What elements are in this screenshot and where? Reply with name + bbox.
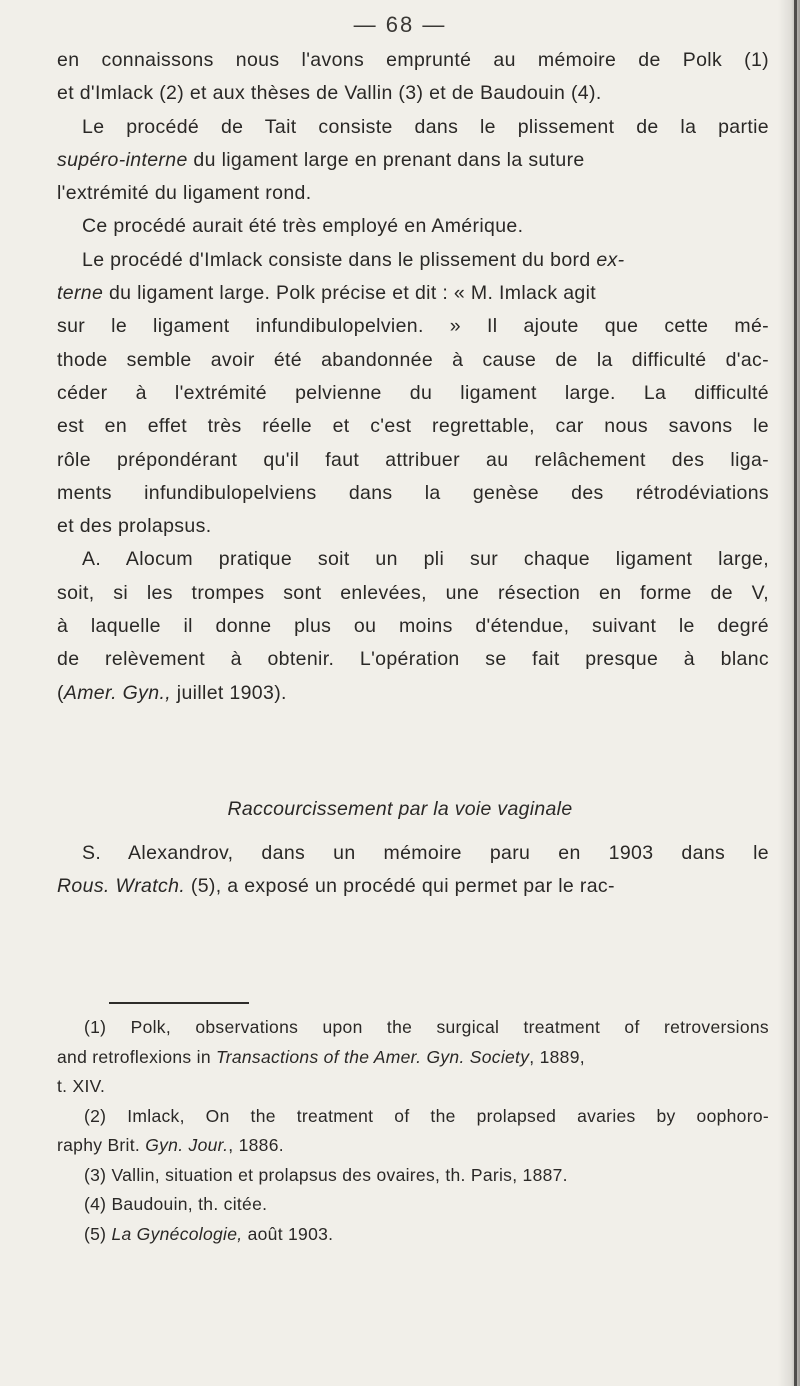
text-line — [57, 870, 769, 903]
text-fragment: ( — [57, 681, 64, 704]
text-line — [57, 144, 769, 177]
text-line: thode semble avoir été abandonnée à cause de la difficulté d'ac- — [57, 348, 769, 371]
text-fragment: du ligament large en prenant dans la suture — [187, 148, 585, 171]
text-line: l'extrémité du ligament rond. — [57, 182, 312, 205]
footnote-line: t. XIV. — [57, 1076, 106, 1096]
body-text-continued — [57, 837, 769, 903]
text-line — [57, 277, 769, 310]
text-fragment: and retroflexions in — [57, 1046, 217, 1067]
text-fragment: du ligament large. Polk précise et dit : « M. Imlack agit — [103, 282, 597, 305]
text-line: ments infundibulopelviens dans la genèse des rétrodéviations — [57, 481, 769, 504]
italic-citation: Rous. Wratch. — [57, 875, 186, 897]
text-line: S. Alexandrov, dans un mémoire paru en 1903 dans le — [82, 842, 769, 864]
page-number: — 68 — — [353, 12, 447, 37]
text-line: A. Alocum pratique soit un pli sur chaque ligament large, — [82, 548, 769, 571]
italic-term: ex- — [596, 248, 625, 271]
italic-citation: La Gynécologie, — [111, 1223, 243, 1244]
text-fragment: (5), a exposé un procédé qui permet par le rac- — [185, 875, 615, 897]
footnote-line — [57, 1220, 769, 1250]
footnote-line: (3) Vallin, situation et prolapsus des ovaires, th. Paris, 1887. — [84, 1164, 568, 1185]
text-line: est en effet très réelle et c'est regrettable, car nous savons le — [57, 415, 769, 438]
text-line: à laquelle il donne plus ou moins d'étendue, suivant le degré — [57, 615, 769, 638]
section-heading: Raccourcissement par la voie vaginale — [227, 798, 573, 820]
footnote-line — [57, 1131, 769, 1161]
body-text — [57, 44, 769, 710]
page-edge-line — [794, 0, 797, 1386]
text-fragment: Le procédé d'Imlack consiste dans le plissement du bord — [82, 248, 597, 271]
footnote-line — [57, 1043, 769, 1073]
italic-term: supéro-interne — [57, 148, 188, 171]
text-line: de relèvement à obtenir. L'opération se fait presque à blanc — [57, 648, 769, 671]
text-line: Le procédé de Tait consiste dans le plissement de la partie — [82, 115, 769, 138]
text-line: céder à l'extrémité pelvienne du ligament large. La difficulté — [57, 381, 769, 404]
text-fragment: juillet 1903). — [171, 681, 287, 704]
text-line: et des prolapsus. — [57, 515, 212, 538]
text-line — [57, 677, 769, 710]
text-line: et d'Imlack (2) et aux thèses de Vallin (3) et de Baudouin (4). — [57, 82, 602, 105]
text-line: en connaissons nous l'avons emprunté au mémoire de Polk (1) — [57, 49, 769, 71]
footnote-line: (2) Imlack, On the treatment of the prolapsed avaries by oophoro- — [84, 1105, 769, 1126]
text-fragment: (5) — [84, 1223, 112, 1244]
italic-citation: Transactions of the Amer. Gyn. Society — [216, 1046, 530, 1067]
italic-citation: Gyn. Jour. — [145, 1135, 229, 1155]
text-fragment: , 1889, — [529, 1046, 585, 1067]
text-line: soit, si les trompes sont enlevées, une résection en forme de V, — [57, 581, 769, 604]
text-line — [57, 244, 769, 277]
italic-term: terne — [57, 282, 104, 305]
footnote-line: (1) Polk, observations upon the surgical treatment of retroversions — [84, 1017, 769, 1037]
text-fragment: raphy Brit. — [57, 1135, 146, 1155]
footnotes — [57, 1013, 769, 1249]
footnote-line: (4) Baudouin, th. citée. — [84, 1194, 268, 1214]
text-line: rôle prépondérant qu'il faut attribuer au relâchement des liga- — [57, 448, 769, 471]
italic-citation: Amer. Gyn., — [63, 681, 171, 704]
text-line: sur le ligament infundibulopelvien. » Il ajoute que cette mé- — [57, 315, 769, 338]
text-fragment: , 1886. — [228, 1135, 284, 1155]
text-line: Ce procédé aurait été très employé en Amérique. — [82, 215, 524, 238]
footnote-separator — [109, 1002, 249, 1004]
text-fragment: août 1903. — [242, 1223, 334, 1244]
